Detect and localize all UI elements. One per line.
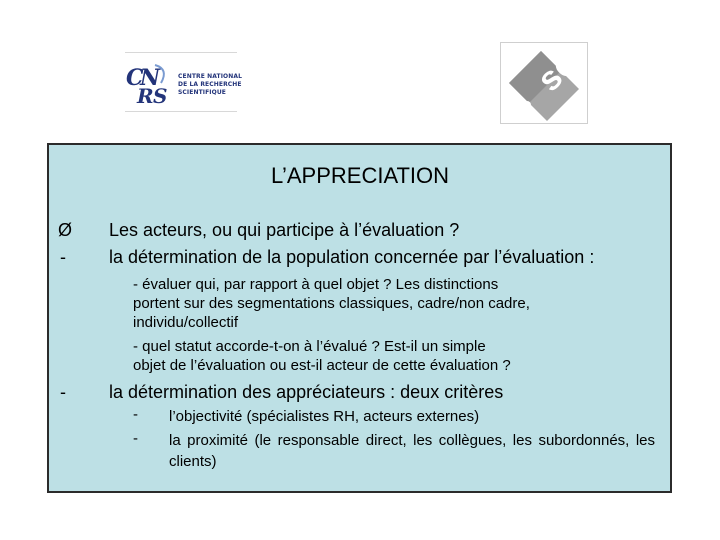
svg-text:N: N: [140, 65, 161, 91]
sub-text-line: individu/collectif: [133, 314, 239, 331]
cnrs-logo-line: CENTRE NATIONAL: [178, 73, 243, 80]
dash-bullet: -: [133, 430, 138, 447]
arrow-bullet-icon: Ø: [58, 220, 73, 240]
criteria-text: l’objectivité (spécialistes RH, acteurs externes): [169, 408, 480, 425]
dash-bullet: -: [60, 247, 66, 267]
svg-text:R: R: [137, 84, 154, 107]
sub-text-line: - quel statut accorde-t-on à l’évalué ? Est-il un simple: [133, 338, 486, 355]
cnrs-logo-mark: [125, 59, 177, 107]
cnrs-logo-line: DE LA RECHERCHE: [178, 81, 242, 88]
criteria-text: la proximité (le responsable direct, les collègues, les subordonnés, les clients): [169, 432, 655, 470]
ise-logo: [500, 42, 588, 124]
bullet-text: la détermination des appréciateurs : deux critères: [109, 382, 504, 402]
svg-text:se: se: [530, 45, 584, 99]
svg-text:C: C: [126, 65, 144, 91]
cnrs-logo-line: SCIENTIFIQUE: [178, 89, 227, 96]
dash-bullet: -: [133, 406, 138, 423]
slide-title: L’APPRECIATION: [270, 163, 450, 188]
bullet-text: Les acteurs, ou qui participe à l’évaluation ?: [109, 220, 460, 240]
cnrs-logo: [125, 52, 243, 112]
sub-text-line: objet de l’évaluation ou est-il acteur de cette évaluation ?: [133, 357, 511, 374]
ise-logo-mark: [501, 43, 587, 123]
svg-text:S: S: [153, 84, 168, 107]
dash-bullet: -: [60, 382, 66, 402]
sub-text-line: - évaluer qui, par rapport à quel objet ? Les distinctions: [133, 276, 499, 293]
cnrs-logo-text: [178, 73, 242, 97]
bullet-text: la détermination de la population concernée par l’évaluation :: [109, 247, 595, 267]
sub-text-line: portent sur des segmentations classiques, cadre/non cadre,: [133, 295, 530, 312]
